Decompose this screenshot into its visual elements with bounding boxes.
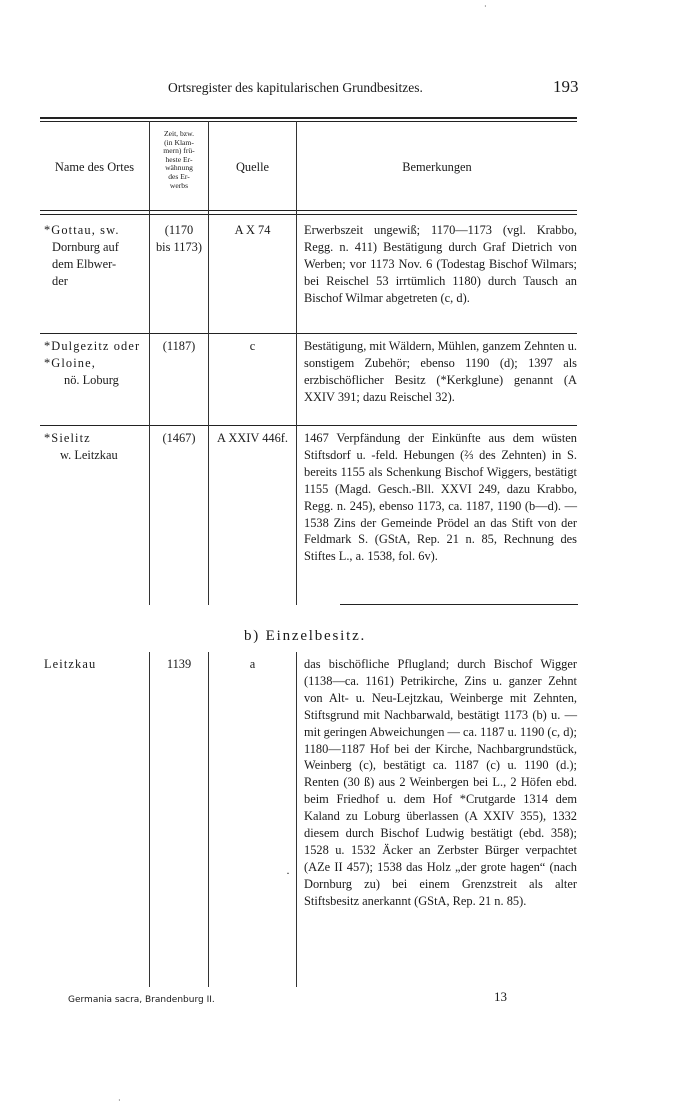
row-divider-1 (40, 333, 577, 334)
footer-series-title: Germania sacra, Brandenburg II. (68, 995, 215, 1005)
row-3-remarks: 1467 Verpfändung der Einkünfte aus dem wüsten Stiftsdorf u. -feld. Hebungen (⅔ des Zehnten) in S. bereits 1155 als Schenkung Bischof Wiggers, bestätigt 1155 (Magd. Gesch.-Bll. XXVI 249, dazu Krabbo, Regg. n. 245), ebenso 1173, ca. 1187, 1190 (b—d). — 1538 Zins der Gemeinde Prödel an das Stift von der Feldmark S. (GStA, Rep. 21 n. 85, Rechnung des Stiftes L., a. 1538, fol. 6v). (304, 431, 577, 564)
column-line-3 (296, 121, 297, 605)
row-1-place-name: *Gottau, sw. (44, 223, 120, 237)
section-heading: b) Einzelbesitz. (244, 628, 367, 644)
header-remarks: Bemerkungen (402, 160, 472, 174)
row-divider-2 (40, 425, 577, 426)
table-top-rule-thick (40, 117, 577, 119)
lower-column-line-2 (208, 652, 209, 987)
row-3-place-location: w. Leitzkau (60, 448, 118, 462)
print-speck: · (484, 2, 487, 11)
einzel-remarks: das bischöfliche Pflugland; durch Bischof Wigger (1138—ca. 1161) Petrikirche, Zins u. ganzer Zehnt von Alt- u. Neu-Lejtzkau, Weinberge mit Zehnten, Stiftsgrund mit Nachbarwald, bestätigt 1173 (b) u. — mit geringen Abweichungen — ca. 1187 u. 1190 (c, d); 1180—1187 Hof bei der Kirche, Nachbargrundstück, Weinberg (c), bestätigt ca. 1187 (c) u. 1190 (d.); Renten (30 ß) aus 2 Weinbergen bei L., 2 Höfen ebd. beim Friedhof u. dem Hof *Crutgarde 1314 dem Kaland zu Loburg überlassen (A XXIV 355), 1332 diesem durch Bischof Ludwig bestätigt (ebd. 358); 1528 u. 1532 Äcker an Zerbster Bürger verpachtet (AZe II 457); 1538 das Holz „der grote hagen“ (nach Dornburg zu) bei einem Grenzstreit als alter Stiftsbesitz anerkannt (GStA, Rep. 21 n. 85). (304, 657, 577, 908)
print-speck: · (286, 866, 290, 880)
row-2-remarks: Bestätigung, mit Wäldern, Mühlen, ganzem Zehnten u. sonstigem Zubehör; ebenso 1190 (d); 1397 als erzbischöflicher Besitz (*Kerkglune) genannt (A XXIV 391; dazu Reischel 32). (304, 339, 577, 404)
column-line-2 (208, 121, 209, 605)
page-number: 193 (553, 77, 579, 96)
row-3-time: (1467) (162, 431, 196, 445)
running-head: Ortsregister des kapitularischen Grundbesitzes. (168, 80, 423, 95)
row-2-time: (1187) (162, 339, 196, 353)
print-speck: · (118, 1096, 121, 1105)
lower-column-line-3 (296, 652, 297, 987)
row-2-place-location: nö. Loburg (64, 373, 119, 387)
row-1-remarks: Erwerbszeit ungewiß; 1170—1173 (vgl. Krabbo, Regg. n. 411) Bestätigung durch Graf Dietrich von Werben; vor 1173 Nov. 6 (Todestag Bischof Wilmars; bei Reischel 53 irrtümlich 1180) durch Tausch an Bischof Wilmar abgetreten (c, d). (304, 223, 577, 305)
row-1-source: A X 74 (234, 223, 271, 237)
row-2-place-name: *Dulgezitz oder *Gloine, (44, 339, 141, 370)
row-2-source: c (249, 339, 256, 353)
row-1-place-location: Dornburg auf dem Elbwer- der (52, 240, 119, 288)
einzel-source: a (249, 657, 256, 671)
table-bottom-rule (340, 604, 578, 605)
header-source: Quelle (235, 160, 270, 174)
footer-signature-number: 13 (494, 989, 507, 1004)
row-3-place-name: *Sielitz (44, 431, 91, 445)
row-1-time: (1170 bis 1173) (155, 223, 202, 254)
einzel-place-name: Leitzkau (44, 657, 97, 671)
einzel-time: 1139 (166, 657, 192, 671)
header-bottom-rule-second (40, 214, 577, 215)
lower-column-line-1 (149, 652, 150, 987)
row-3-source: A XXIV 446f. (216, 431, 288, 445)
header-bottom-rule (40, 210, 577, 211)
column-line-1 (149, 121, 150, 605)
header-time: Zeit, bzw. (in Klam- mern) frü- heste Er- wähnung des Er- werbs (163, 129, 195, 190)
header-name: Name des Ortes (54, 160, 135, 174)
table-top-rule-thin (40, 121, 577, 122)
